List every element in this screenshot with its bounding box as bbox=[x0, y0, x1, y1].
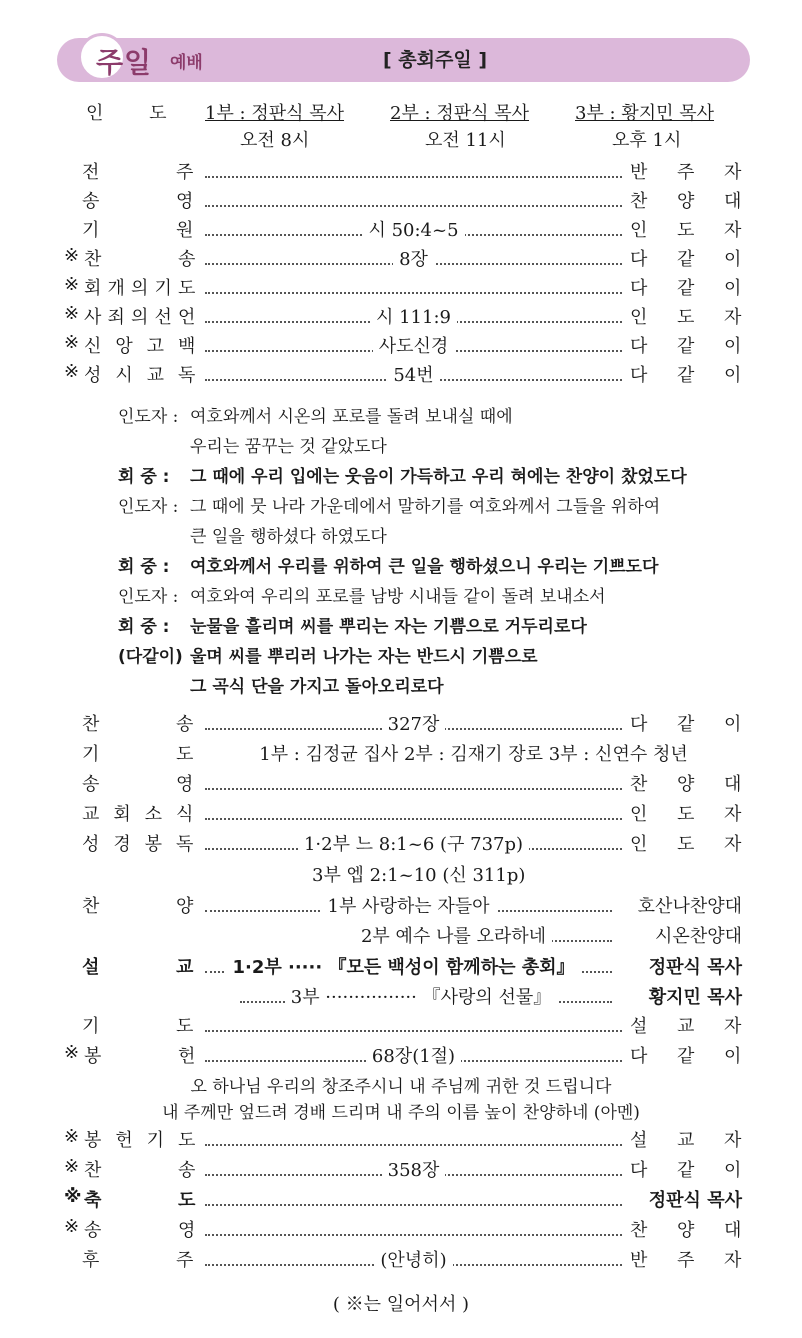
worship-order-row bbox=[60, 1012, 742, 1040]
order-detail-wrap bbox=[205, 830, 622, 856]
order-item-char: 도 bbox=[176, 1016, 194, 1037]
scripture-line-2: 3부 엡 2:1~10 (신 311p) bbox=[312, 865, 526, 886]
order-item-char: 헌 bbox=[115, 1130, 133, 1151]
order-detail: 1·2부 ····· 『모든 백성이 함께하는 총회』 bbox=[226, 957, 580, 978]
order-item-char: 주 bbox=[176, 1250, 194, 1271]
order-detail: 54번 bbox=[387, 365, 439, 386]
standing-mark: ※ bbox=[64, 1126, 80, 1147]
order-responsible-char: 이 bbox=[724, 714, 742, 735]
order-responsible bbox=[630, 922, 742, 950]
order-responsible-char: 인 bbox=[630, 307, 648, 328]
order-item bbox=[82, 187, 194, 215]
order-responsible-char: 설 bbox=[630, 1130, 648, 1151]
order-item-char: 성 bbox=[82, 834, 100, 855]
order-item bbox=[84, 361, 196, 389]
order-detail: 시 111:9 bbox=[370, 307, 457, 328]
worship-order-row bbox=[60, 245, 742, 273]
order-detail-wrap bbox=[205, 216, 622, 242]
order-responsible bbox=[630, 830, 742, 858]
order-detail: 3부 ················ 『사랑의 선물』 bbox=[285, 987, 558, 1008]
order-detail-wrap bbox=[205, 953, 602, 979]
order-item-char: 영 bbox=[176, 774, 194, 795]
order-item-char: 도 bbox=[178, 278, 196, 299]
order-responsible-char: 찬 bbox=[630, 1220, 648, 1241]
standing-mark: ※ bbox=[64, 303, 80, 324]
order-responsible-char: 도 bbox=[677, 804, 695, 825]
order-detail-wrap bbox=[205, 361, 622, 387]
order-item bbox=[84, 1186, 196, 1214]
order-detail-wrap bbox=[205, 245, 622, 271]
logo-text-small: 예배 bbox=[170, 53, 203, 73]
order-responsible bbox=[630, 245, 742, 273]
order-item bbox=[84, 332, 196, 360]
order-item-char: 소 bbox=[144, 804, 163, 825]
order-item-char: 선 bbox=[154, 307, 172, 328]
order-responsible bbox=[630, 303, 742, 331]
order-responsible-char: 이 bbox=[724, 1160, 742, 1181]
order-responsible-char: 설 bbox=[630, 1016, 648, 1037]
responsive-speaker: 인도자 : bbox=[118, 587, 179, 607]
order-responsible bbox=[630, 1246, 742, 1274]
order-item-char: 사 bbox=[84, 307, 102, 328]
order-detail-wrap bbox=[205, 332, 622, 358]
responsive-speaker: 회 중 : bbox=[118, 467, 170, 487]
worship-order-row bbox=[60, 953, 742, 981]
responsive-text: 우리는 꿈꾸는 것 같았도다 bbox=[190, 437, 387, 457]
order-responsible bbox=[630, 216, 742, 244]
worship-order-row bbox=[60, 1186, 742, 1214]
leader-2-name: 2부 : 정판식 목사 bbox=[390, 103, 530, 124]
order-item-char: 송 bbox=[178, 249, 196, 270]
logo-text-big: 주일 bbox=[96, 46, 153, 79]
order-item-char: 독 bbox=[176, 834, 194, 855]
order-item-char: 전 bbox=[82, 162, 100, 183]
order-responsible-char: 주 bbox=[677, 162, 695, 183]
order-responsible-char: 자 bbox=[724, 1130, 742, 1151]
order-item-char: 주 bbox=[176, 162, 194, 183]
order-item-char: 송 bbox=[82, 774, 100, 795]
order-item bbox=[82, 953, 194, 981]
leader-1-time: 오전 8시 bbox=[240, 130, 310, 151]
order-responsible bbox=[630, 710, 742, 738]
order-detail: 시 50:4~5 bbox=[362, 220, 464, 241]
order-responsible bbox=[630, 158, 742, 186]
order-responsible bbox=[630, 1012, 742, 1040]
order-responsible-char: 자 bbox=[724, 804, 742, 825]
order-responsible-char: 다 bbox=[630, 365, 648, 386]
worship-order-row bbox=[60, 216, 742, 244]
responsive-speaker: 인도자 : bbox=[118, 407, 179, 427]
order-responsible bbox=[630, 1126, 742, 1154]
worship-order-row bbox=[60, 1126, 742, 1154]
order-detail-wrap bbox=[205, 740, 742, 766]
order-item bbox=[84, 303, 196, 331]
order-responsible-char: 찬 bbox=[630, 774, 648, 795]
order-item-char: 기 bbox=[146, 1130, 165, 1151]
offering-hymn-line-2: 내 주께만 엎드려 경배 드리며 내 주의 이름 높이 찬양하네 (아멘) bbox=[162, 1103, 640, 1123]
order-item bbox=[84, 1042, 196, 1070]
leader-3-name: 3부 : 황지민 목사 bbox=[575, 103, 715, 124]
order-item-char: 도 bbox=[176, 744, 194, 765]
order-item-char: 양 bbox=[176, 896, 194, 917]
order-item-char: 기 bbox=[82, 1016, 100, 1037]
order-responsible-char: 다 bbox=[630, 1160, 648, 1181]
order-responsible-char: 교 bbox=[677, 1016, 695, 1037]
order-item-char: 개 bbox=[107, 278, 125, 299]
order-detail: 8장 bbox=[393, 249, 434, 270]
standing-mark: ※ bbox=[64, 1156, 80, 1177]
responsive-speaker: 인도자 : bbox=[118, 497, 179, 517]
order-item-char: 찬 bbox=[84, 1160, 102, 1181]
order-item-char: 도 bbox=[178, 1130, 196, 1151]
order-responsible bbox=[630, 361, 742, 389]
order-item-char: 기 bbox=[82, 744, 100, 765]
order-responsible-char: 다 bbox=[630, 249, 648, 270]
order-item-char: 시 bbox=[115, 365, 133, 386]
order-responsible-char: 자 bbox=[724, 834, 742, 855]
order-item-char: 의 bbox=[131, 307, 149, 328]
responsive-text: 여호와여 우리의 포로를 남방 시내들 같이 돌려 보내소서 bbox=[190, 587, 606, 607]
order-responsible bbox=[630, 800, 742, 828]
order-responsible bbox=[630, 1156, 742, 1184]
order-responsible-char: 도 bbox=[677, 220, 695, 241]
order-detail-wrap bbox=[240, 983, 602, 1009]
order-responsible bbox=[630, 332, 742, 360]
standing-mark: ※ bbox=[64, 361, 80, 382]
worship-order-row bbox=[60, 187, 742, 215]
worship-order-row bbox=[60, 332, 742, 360]
order-responsible-char: 같 bbox=[677, 1046, 695, 1067]
order-detail-wrap bbox=[205, 1156, 622, 1182]
order-item-char: 교 bbox=[82, 804, 100, 825]
order-responsible-char: 인 bbox=[630, 834, 648, 855]
order-detail: 327장 bbox=[382, 714, 446, 735]
order-detail-wrap bbox=[205, 1042, 622, 1068]
worship-order-row bbox=[60, 303, 742, 331]
order-item-char: 기 bbox=[82, 220, 100, 241]
order-item bbox=[82, 770, 194, 798]
order-item-char: 봉 bbox=[144, 834, 163, 855]
order-responsible-char: 자 bbox=[724, 162, 742, 183]
order-responsible-text: 호산나찬양대 bbox=[637, 896, 742, 917]
order-item-char: 영 bbox=[176, 191, 194, 212]
worship-order-row bbox=[60, 1042, 742, 1070]
order-responsible bbox=[630, 1186, 742, 1214]
responsive-text: 그 때에 우리 입에는 웃음이 가득하고 우리 혀에는 찬양이 찼었도다 bbox=[190, 467, 687, 487]
order-item-char: 찬 bbox=[84, 249, 102, 270]
order-responsible-text: 시온찬양대 bbox=[655, 926, 742, 947]
leader-dots bbox=[205, 292, 622, 294]
order-responsible-char: 자 bbox=[724, 307, 742, 328]
leader-dots bbox=[205, 205, 622, 207]
order-detail-wrap bbox=[205, 710, 622, 736]
order-detail-wrap bbox=[205, 303, 622, 329]
order-item-char: 회 bbox=[113, 804, 131, 825]
order-responsible-text: 정판식 목사 bbox=[648, 957, 742, 978]
order-item bbox=[82, 830, 194, 858]
standing-mark: ※ bbox=[64, 274, 80, 295]
order-item bbox=[82, 740, 194, 768]
worship-order-row bbox=[60, 361, 742, 389]
order-responsible-char: 대 bbox=[724, 1220, 742, 1241]
order-responsible-char: 도 bbox=[677, 834, 695, 855]
order-item-char: 죄 bbox=[107, 307, 125, 328]
order-responsible-char: 대 bbox=[724, 774, 742, 795]
worship-order-row bbox=[60, 1156, 742, 1184]
order-item bbox=[84, 245, 196, 273]
responsive-text: 여호와께서 우리를 위하여 큰 일을 행하셨으니 우리는 기쁘도다 bbox=[190, 557, 659, 577]
responsive-speaker: 회 중 : bbox=[118, 557, 170, 577]
order-responsible-char: 주 bbox=[677, 1250, 695, 1271]
order-item-char: 식 bbox=[176, 804, 194, 825]
leader-dots bbox=[205, 818, 622, 820]
order-item bbox=[82, 216, 194, 244]
worship-order-row bbox=[60, 983, 742, 1011]
order-item-char: 찬 bbox=[82, 714, 100, 735]
order-item-char: 영 bbox=[178, 1220, 196, 1241]
order-item-char: 봉 bbox=[84, 1130, 102, 1151]
order-item-char: 송 bbox=[176, 714, 194, 735]
order-detail: 358장 bbox=[382, 1160, 446, 1181]
order-item bbox=[84, 1156, 196, 1184]
order-item bbox=[82, 800, 194, 828]
order-responsible-char: 이 bbox=[724, 249, 742, 270]
order-item-char: 축 bbox=[84, 1190, 102, 1211]
order-responsible bbox=[630, 953, 742, 981]
order-item-char: 경 bbox=[113, 834, 131, 855]
order-detail: 2부 예수 나를 오라하네 bbox=[355, 926, 552, 947]
worship-order-row bbox=[60, 830, 742, 858]
leader-dots bbox=[205, 1030, 622, 1032]
order-item-char: 헌 bbox=[178, 1046, 196, 1067]
order-item-char: 설 bbox=[82, 957, 100, 978]
responsive-text: 그 곡식 단을 가지고 돌아오리로다 bbox=[190, 677, 444, 697]
worship-order-row bbox=[60, 800, 742, 828]
order-item-char: 백 bbox=[178, 336, 196, 357]
standing-mark: ※ bbox=[64, 332, 80, 353]
order-item-char: 독 bbox=[178, 365, 196, 386]
order-item bbox=[84, 1216, 196, 1244]
standing-mark: ※ bbox=[64, 245, 80, 266]
order-item-char: 성 bbox=[84, 365, 102, 386]
order-item-char: 교 bbox=[146, 365, 165, 386]
worship-order-row bbox=[60, 158, 742, 186]
leader-dots bbox=[205, 1204, 622, 1206]
order-item-char: 교 bbox=[176, 957, 194, 978]
leader-dots bbox=[205, 176, 622, 178]
order-item-char: 송 bbox=[82, 191, 100, 212]
order-responsible-char: 양 bbox=[677, 191, 695, 212]
order-item-char: 언 bbox=[178, 307, 196, 328]
order-item-char: 신 bbox=[84, 336, 102, 357]
leader-dots bbox=[205, 1144, 622, 1146]
responsive-text: 큰 일을 행하셨다 하였도다 bbox=[190, 527, 387, 547]
order-responsible-char: 자 bbox=[724, 1016, 742, 1037]
order-item bbox=[82, 892, 194, 920]
order-item bbox=[82, 158, 194, 186]
standing-mark: ※ bbox=[64, 1186, 82, 1207]
order-responsible-text: 정판식 목사 bbox=[648, 1190, 742, 1211]
leader-2-time: 오전 11시 bbox=[425, 130, 506, 151]
order-item-char: 찬 bbox=[82, 896, 100, 917]
responsive-text: 그 때에 뭇 나라 가운데에서 말하기를 여호와께서 그들을 위하여 bbox=[190, 497, 661, 517]
order-responsible bbox=[630, 770, 742, 798]
leader-3-time: 오후 1시 bbox=[612, 130, 682, 151]
responsive-text: 눈물을 흘리며 씨를 뿌리는 자는 기쁨으로 거두리로다 bbox=[190, 617, 587, 637]
order-responsible-char: 같 bbox=[677, 336, 695, 357]
order-responsible-char: 교 bbox=[677, 1130, 695, 1151]
order-detail-wrap bbox=[295, 922, 612, 948]
order-item-char: 봉 bbox=[84, 1046, 102, 1067]
order-responsible-char: 반 bbox=[630, 1250, 648, 1271]
order-detail: 1·2부 느 8:1~6 (구 737p) bbox=[298, 834, 529, 855]
order-responsible bbox=[630, 274, 742, 302]
order-responsible-char: 양 bbox=[677, 774, 695, 795]
order-responsible-char: 자 bbox=[724, 220, 742, 241]
order-responsible-char: 찬 bbox=[630, 191, 648, 212]
order-detail: 1부 : 김정균 집사 2부 : 김재기 장로 3부 : 신연수 청년 bbox=[253, 744, 693, 765]
offering-hymn-line-1: 오 하나님 우리의 창조주시니 내 주님께 귀한 것 드립니다 bbox=[190, 1077, 612, 1097]
worship-order-row bbox=[60, 710, 742, 738]
responsive-speaker: (다같이) bbox=[118, 647, 183, 667]
worship-order-row bbox=[60, 740, 742, 768]
leader-1-name: 1부 : 정판식 목사 bbox=[205, 103, 345, 124]
order-responsible bbox=[630, 187, 742, 215]
order-item-char: 원 bbox=[176, 220, 194, 241]
leaders-label: 인 도 bbox=[86, 103, 187, 124]
order-responsible-char: 이 bbox=[724, 278, 742, 299]
responsive-text: 여호와께서 시온의 포로를 돌려 보내실 때에 bbox=[190, 407, 513, 427]
order-item bbox=[82, 1246, 194, 1274]
order-responsible-text: 황지민 목사 bbox=[648, 987, 742, 1008]
order-item-char: 도 bbox=[178, 1190, 196, 1211]
order-responsible-char: 양 bbox=[677, 1220, 695, 1241]
standing-mark: ※ bbox=[64, 1042, 80, 1063]
worship-order-row bbox=[60, 892, 742, 920]
order-responsible-char: 다 bbox=[630, 278, 648, 299]
order-item-char: 의 bbox=[131, 278, 149, 299]
order-detail: 68장(1절) bbox=[366, 1046, 461, 1067]
order-responsible-char: 이 bbox=[724, 365, 742, 386]
order-responsible-char: 반 bbox=[630, 162, 648, 183]
responsive-text: 울며 씨를 뿌리러 나가는 자는 반드시 기쁨으로 bbox=[190, 647, 538, 667]
order-item bbox=[84, 274, 196, 302]
order-item-char: 후 bbox=[82, 1250, 100, 1271]
order-detail: 사도신경 bbox=[373, 336, 455, 357]
order-item bbox=[82, 710, 194, 738]
order-responsible bbox=[630, 983, 742, 1011]
worship-order-row bbox=[60, 1216, 742, 1244]
order-item-char: 고 bbox=[146, 336, 165, 357]
order-responsible-char: 도 bbox=[677, 307, 695, 328]
order-responsible-char: 같 bbox=[677, 1160, 695, 1181]
page-title: [ 총회주일 ] bbox=[382, 49, 487, 71]
order-item bbox=[82, 1012, 194, 1040]
order-responsible-char: 같 bbox=[677, 365, 695, 386]
footnote: ( ※는 일어서서 ) bbox=[332, 1294, 470, 1315]
order-detail: 1부 사랑하는 자들아 bbox=[322, 896, 496, 917]
order-responsible bbox=[630, 1216, 742, 1244]
order-item bbox=[84, 1126, 196, 1154]
order-item-char: 회 bbox=[84, 278, 102, 299]
standing-mark: ※ bbox=[64, 1216, 80, 1237]
order-item-char: 앙 bbox=[115, 336, 133, 357]
order-responsible-char: 대 bbox=[724, 191, 742, 212]
worship-order-row bbox=[60, 770, 742, 798]
order-item-char: 송 bbox=[178, 1160, 196, 1181]
order-responsible-char: 다 bbox=[630, 336, 648, 357]
order-responsible bbox=[630, 892, 742, 920]
order-responsible-char: 인 bbox=[630, 804, 648, 825]
leader-dots bbox=[205, 1234, 622, 1236]
order-detail-wrap bbox=[205, 892, 612, 918]
order-detail-wrap bbox=[205, 1246, 622, 1272]
order-responsible-char: 다 bbox=[630, 1046, 648, 1067]
order-responsible-char: 같 bbox=[677, 249, 695, 270]
order-item-char: 기 bbox=[154, 278, 172, 299]
order-responsible-char: 자 bbox=[724, 1250, 742, 1271]
order-item-char: 송 bbox=[84, 1220, 102, 1241]
order-responsible bbox=[630, 1042, 742, 1070]
leader-dots bbox=[205, 788, 622, 790]
worship-order-row bbox=[60, 922, 742, 950]
worship-order-row bbox=[60, 274, 742, 302]
order-responsible-char: 같 bbox=[677, 714, 695, 735]
responsive-speaker: 회 중 : bbox=[118, 617, 170, 637]
order-responsible-char: 이 bbox=[724, 336, 742, 357]
order-responsible-char: 다 bbox=[630, 714, 648, 735]
order-responsible-char: 인 bbox=[630, 220, 648, 241]
order-detail: (안녕히) bbox=[374, 1250, 452, 1271]
worship-order-row bbox=[60, 1246, 742, 1274]
order-responsible-char: 같 bbox=[677, 278, 695, 299]
order-responsible-char: 이 bbox=[724, 1046, 742, 1067]
